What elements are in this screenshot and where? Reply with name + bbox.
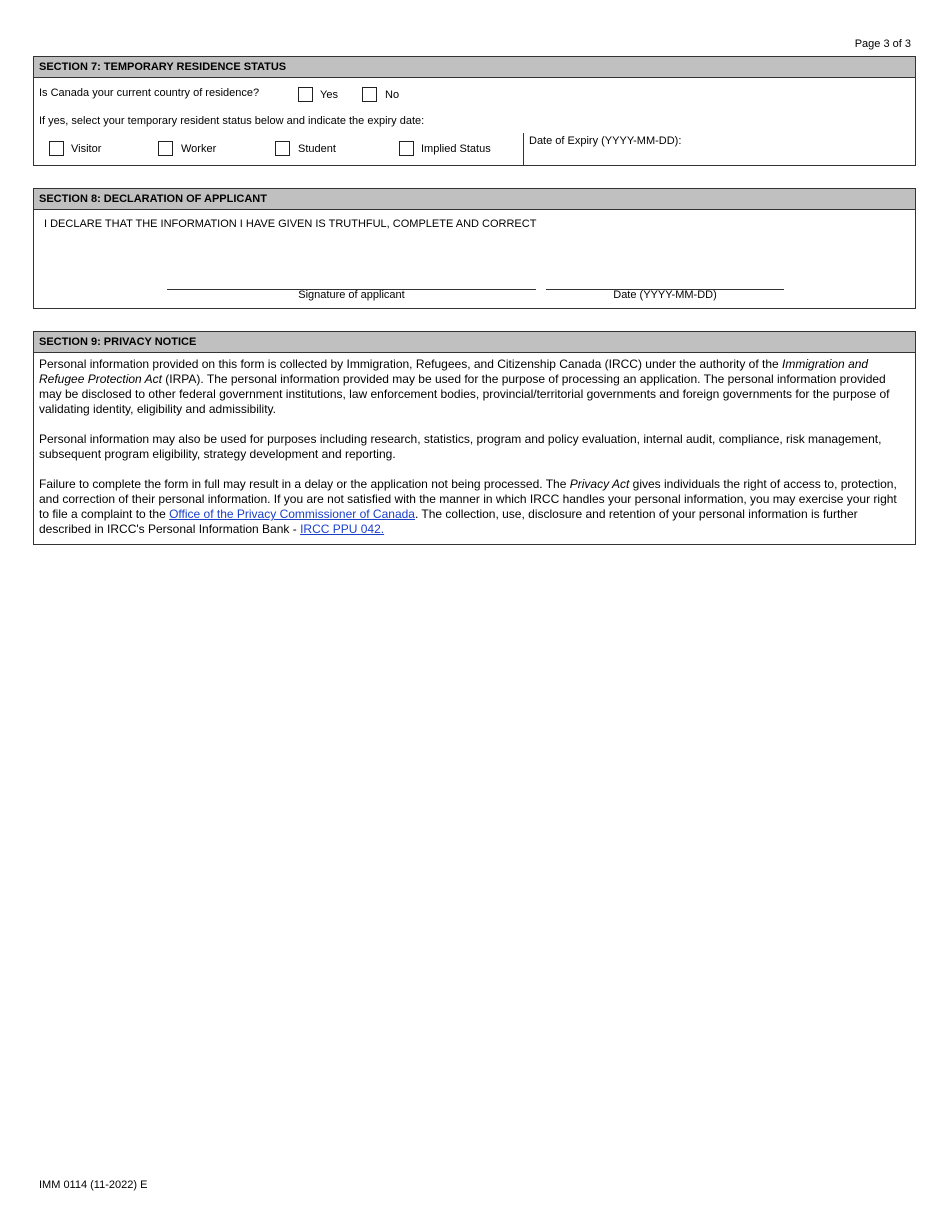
privacy-paragraph-1 <box>39 357 910 417</box>
irpa-act-title: Immigration and Refugee Protection Act <box>39 357 869 386</box>
section-9-title: SECTION 9: PRIVACY NOTICE <box>34 332 915 353</box>
section-7-temporary-residence <box>33 56 916 166</box>
signature-label: Signature of applicant <box>298 289 405 301</box>
status-instruction: If yes, select your temporary resident status below and indicate the expiry date: <box>39 115 425 127</box>
date-label: Date (YYYY-MM-DD) <box>613 289 717 301</box>
p1-text-b: (IRPA). The personal information provided may be used for the purpose of processing an application. The personal information provided may be disclosed to other federal government institutions, law enforcement bodies, provincial/territorial governments and foreign governments for the purpose of validating identity, eligibility and admissibility. <box>39 372 890 416</box>
expiry-date-input[interactable] <box>526 149 911 163</box>
signature-field[interactable] <box>167 249 536 289</box>
section-8-title: SECTION 8: DECLARATION OF APPLICANT <box>34 189 915 210</box>
worker-checkbox[interactable] <box>158 141 173 156</box>
residence-question: Is Canada your current country of residence? <box>39 87 260 99</box>
section-9-privacy-notice <box>33 331 916 545</box>
ircc-ppu-042-link[interactable]: IRCC PPU 042. <box>300 522 385 536</box>
visitor-label: Visitor <box>71 143 102 155</box>
p3-text-c: . The collection, use, disclosure and retention of your personal information is further described in IRCC's Personal Information Bank - <box>39 507 858 536</box>
privacy-act-title: Privacy Act <box>569 477 630 491</box>
p3-text-a: Failure to complete the form in full may result in a delay or the application not being processed. The <box>39 477 570 491</box>
no-label: No <box>385 89 400 101</box>
yes-label: Yes <box>320 89 338 101</box>
privacy-paragraph-3 <box>39 477 910 537</box>
implied-status-checkbox[interactable] <box>399 141 414 156</box>
yes-checkbox[interactable] <box>298 87 313 102</box>
worker-label: Worker <box>181 143 217 155</box>
visitor-checkbox[interactable] <box>49 141 64 156</box>
section-7-title: SECTION 7: TEMPORARY RESIDENCE STATUS <box>34 57 915 78</box>
declaration-date-field[interactable] <box>546 249 784 289</box>
p1-text-a: Personal information provided on this form is collected by Immigration, Refugees, and Citizenship Canada (IRCC) under the authority of the <box>39 357 783 371</box>
student-checkbox[interactable] <box>275 141 290 156</box>
expiry-divider <box>523 133 524 165</box>
implied-status-label: Implied Status <box>421 143 491 155</box>
declaration-text: I DECLARE THAT THE INFORMATION I HAVE GIVEN IS TRUTHFUL, COMPLETE AND CORRECT <box>44 218 537 230</box>
privacy-notice-body <box>34 353 915 544</box>
section-8-declaration <box>33 188 916 309</box>
student-label: Student <box>298 143 336 155</box>
page-number: Page 3 of 3 <box>854 38 911 50</box>
expiry-label: Date of Expiry (YYYY-MM-DD): <box>529 135 682 147</box>
form-code-footer: IMM 0114 (11-2022) E <box>39 1179 148 1191</box>
no-checkbox[interactable] <box>362 87 377 102</box>
privacy-commissioner-link[interactable]: Office of the Privacy Commissioner of Canada <box>169 507 415 521</box>
p3-text-b: gives individuals the right of access to, protection, and correction of their personal information. If you are not satisfied with the manner in which IRCC handles your personal information, you may exercise your right to file a complaint to the <box>39 477 897 521</box>
privacy-paragraph-2: Personal information may also be used for purposes including research, statistics, program and policy evaluation, internal audit, compliance, risk management, subsequent program eligibility, strategy development and reporting. <box>39 432 882 461</box>
